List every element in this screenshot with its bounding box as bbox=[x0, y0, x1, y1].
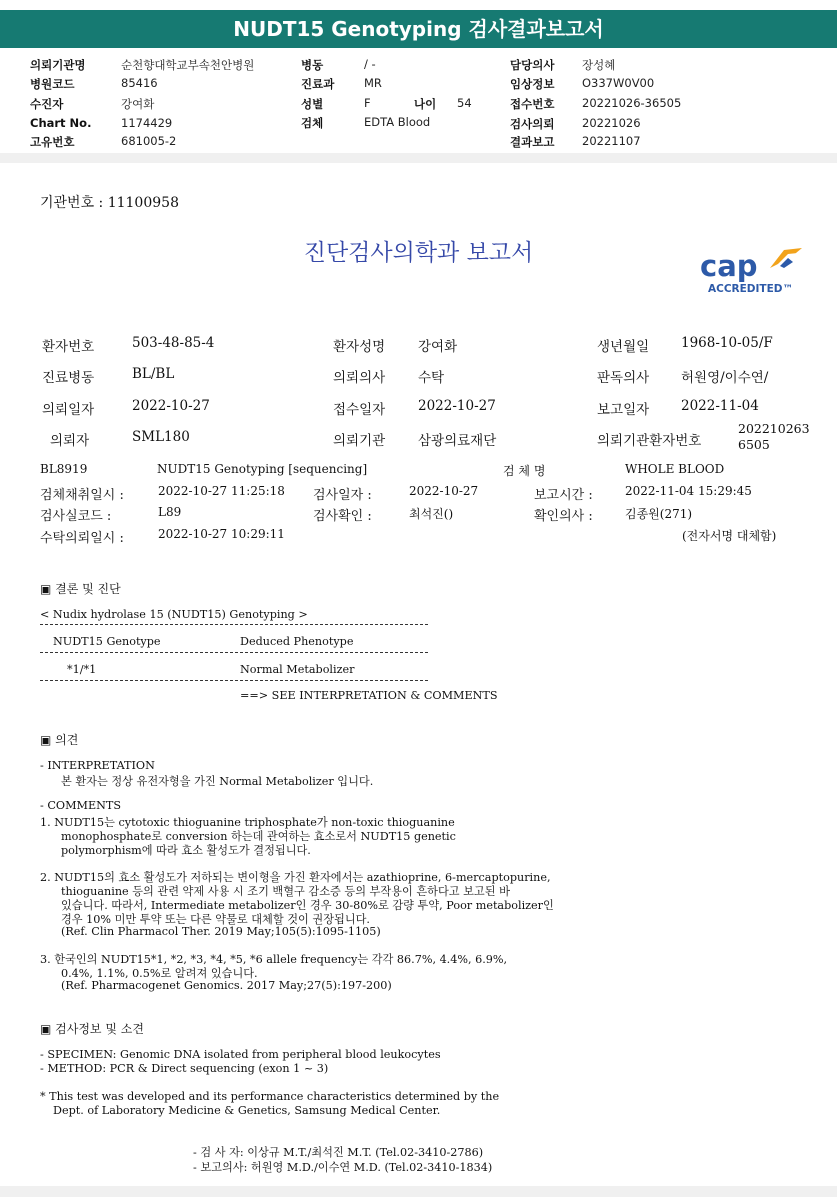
test-name: NUDT15 Genotyping [sequencing] bbox=[157, 462, 368, 476]
header-value: 장성혜 bbox=[582, 58, 616, 72]
institution-number: 기관번호 : 11100958 bbox=[40, 195, 179, 211]
patient-value: 2022-10-27 bbox=[418, 398, 496, 414]
confirmdoc-value: 김종원(271) bbox=[625, 507, 693, 521]
header-value: EDTA Blood bbox=[364, 115, 431, 129]
test-code: BL8919 bbox=[40, 462, 88, 476]
development-note: Dept. of Laboratory Medicine & Genetics, Samsung Medical Center. bbox=[53, 1104, 441, 1117]
collect-value: 2022-10-27 11:25:18 bbox=[158, 484, 285, 498]
page-bottom-strip bbox=[0, 1186, 837, 1197]
header-value: 강여화 bbox=[121, 97, 155, 111]
header-label: 병동 bbox=[301, 58, 324, 72]
patient-label: 접수일자 bbox=[333, 402, 386, 418]
interpretation-label: - INTERPRETATION bbox=[40, 759, 155, 772]
opinion-heading: ▣ 의견 bbox=[40, 733, 79, 747]
phenotype-value: Normal Metabolizer bbox=[240, 663, 355, 676]
header-value: 681005-2 bbox=[121, 134, 177, 148]
see-interpretation: ==> SEE INTERPRETATION & COMMENTS bbox=[240, 689, 498, 702]
header-value: 1174429 bbox=[121, 116, 173, 130]
esign-note: (전자서명 대체함) bbox=[682, 529, 777, 543]
cap-accredited-logo bbox=[698, 244, 810, 296]
cap-logo-subtext: ACCREDITED™ bbox=[708, 283, 793, 295]
patient-value: 2022-11-04 bbox=[681, 398, 759, 414]
header-value: / - bbox=[364, 57, 376, 71]
comment-line: polymorphism에 따라 효소 활성도가 결정됩니다. bbox=[61, 844, 311, 857]
header-label: 의뢰기관명 bbox=[30, 58, 86, 72]
patient-value: 강여화 bbox=[418, 339, 458, 355]
received-label: 수탁의뢰일시 : bbox=[40, 531, 124, 546]
section-divider bbox=[0, 153, 837, 163]
testdate-value: 2022-10-27 bbox=[409, 484, 479, 498]
received-value: 2022-10-27 10:29:11 bbox=[158, 527, 285, 541]
patient-value: SML180 bbox=[132, 429, 190, 445]
header-value: 85416 bbox=[121, 76, 158, 90]
specimen-note: - SPECIMEN: Genomic DNA isolated from peripheral blood leukocytes bbox=[40, 1048, 441, 1061]
patient-label: 의뢰자 bbox=[50, 433, 90, 449]
patient-label: 의뢰기관 bbox=[333, 433, 386, 449]
confirm-value: 최석진() bbox=[409, 507, 454, 521]
header-value: 20221026 bbox=[582, 116, 641, 130]
patient-label: 생년월일 bbox=[597, 339, 650, 355]
patient-label: 의뢰일자 bbox=[42, 402, 95, 418]
reporttime-label: 보고시간 : bbox=[534, 488, 593, 503]
header-value: 20221107 bbox=[582, 134, 641, 148]
collect-label: 검체채취일시 : bbox=[40, 488, 124, 503]
comment-line: 있습니다. 따라서, Intermediate metabolizer인 경우 30-80%로 감량 투약, Poor metabolizer인 bbox=[61, 899, 554, 912]
patient-value: 삼광의료재단 bbox=[418, 433, 497, 449]
comment-line: thioguanine 등의 관련 약제 사용 시 조기 백혈구 감소증 등의 부작용이 흔하다고 보고된 바 bbox=[61, 885, 510, 898]
reporttime-value: 2022-11-04 15:29:45 bbox=[625, 484, 752, 498]
report-title: 진단검사의학과 보고서 bbox=[303, 240, 534, 266]
header-label: 나이 bbox=[414, 97, 437, 111]
development-note: * This test was developed and its performance characteristics determined by the bbox=[40, 1090, 500, 1103]
patient-label: 의뢰기관환자번호 bbox=[597, 433, 702, 449]
comment-line: monophosphate로 conversion 하는데 관여하는 효소로서 NUDT15 genetic bbox=[61, 830, 456, 843]
header-value: F bbox=[364, 96, 371, 110]
comment-line: 1. NUDT15는 cytotoxic thioguanine triphosphate가 non-toxic thioguanine bbox=[40, 816, 455, 829]
patient-value: 수탁 bbox=[418, 370, 445, 386]
comment-line: (Ref. Clin Pharmacol Ther. 2019 May;105(5):1095-1105) bbox=[61, 925, 381, 938]
comment-line: (Ref. Pharmacogenet Genomics. 2017 May;27(5):197-200) bbox=[61, 979, 392, 992]
method-note: - METHOD: PCR & Direct sequencing (exon 1 ~ 3) bbox=[40, 1062, 329, 1075]
comment-line: 0.4%, 1.1%, 0.5%로 알려져 있습니다. bbox=[61, 967, 258, 980]
dashed-divider bbox=[40, 680, 428, 681]
comments-label: - COMMENTS bbox=[40, 799, 122, 812]
patient-label: 환자번호 bbox=[42, 339, 95, 355]
patient-label: 보고일자 bbox=[597, 402, 650, 418]
patient-value: 503-48-85-4 bbox=[132, 335, 215, 351]
comment-line: 경우 10% 미만 투약 또는 다른 약물로 대체할 것이 권장됩니다. bbox=[61, 913, 370, 926]
confirmdoc-label: 확인의사 : bbox=[534, 509, 593, 524]
specimen-label: 검 체 명 bbox=[503, 464, 546, 478]
conclusion-subtitle: < Nudix hydrolase 15 (NUDT15) Genotyping > bbox=[40, 608, 308, 621]
testinfo-heading: ▣ 검사정보 및 소견 bbox=[40, 1022, 144, 1036]
labcode-value: L89 bbox=[158, 505, 182, 519]
report-header-title: NUDT15 Genotyping 검사결과보고서 bbox=[0, 10, 837, 48]
reporter-info: - 보고의사: 허원영 M.D./이수연 M.D. (Tel.02-3410-1834) bbox=[193, 1161, 493, 1174]
patient-value: BL/BL bbox=[132, 366, 175, 382]
labcode-label: 검사실코드 : bbox=[40, 509, 112, 524]
genotype-value: *1/*1 bbox=[67, 663, 97, 676]
header-label: 고유번호 bbox=[30, 135, 75, 149]
specimen-value: WHOLE BLOOD bbox=[625, 462, 725, 476]
confirm-label: 검사확인 : bbox=[313, 509, 372, 524]
header-label: 성별 bbox=[301, 97, 324, 111]
table-header-genotype: NUDT15 Genotype bbox=[53, 635, 161, 648]
patient-label: 환자성명 bbox=[333, 339, 386, 355]
patient-label: 진료병동 bbox=[42, 370, 95, 386]
comment-line: 3. 한국인의 NUDT15*1, *2, *3, *4, *5, *6 allele frequency는 각각 86.7%, 4.4%, 6.9%, bbox=[40, 953, 508, 966]
header-value: MR bbox=[364, 76, 382, 90]
patient-label: 의뢰의사 bbox=[333, 370, 386, 386]
table-header-phenotype: Deduced Phenotype bbox=[240, 635, 354, 648]
header-label: 수진자 bbox=[30, 97, 64, 111]
header-label: 진료과 bbox=[301, 77, 335, 91]
patient-value: 1968-10-05/F bbox=[681, 335, 773, 351]
header-label: 담당의사 bbox=[510, 58, 555, 72]
header-label: 병원코드 bbox=[30, 77, 75, 91]
header-label: 검체 bbox=[301, 116, 324, 130]
header-label: Chart No. bbox=[30, 116, 92, 130]
patient-label: 판독의사 bbox=[597, 370, 650, 386]
header-value: O337W0V00 bbox=[582, 76, 655, 90]
testdate-label: 검사일자 : bbox=[313, 488, 372, 503]
header-value: 순천향대학교부속천안병원 bbox=[121, 58, 255, 72]
header-label: 임상정보 bbox=[510, 77, 555, 91]
patient-value: 2022-10-27 bbox=[132, 398, 210, 414]
dashed-divider bbox=[40, 652, 428, 653]
comment-line: 2. NUDT15의 효소 활성도가 저하되는 변이형을 가진 환자에서는 azathioprine, 6-mercaptopurine, bbox=[40, 871, 551, 884]
header-label: 검사의뢰 bbox=[510, 117, 555, 131]
dashed-divider bbox=[40, 624, 428, 625]
patient-value: 2022102636505 bbox=[738, 421, 810, 452]
patient-value: 허원영/이수연/ bbox=[681, 370, 769, 386]
cap-logo-icon bbox=[698, 244, 810, 296]
interpretation-text: 본 환자는 정상 유전자형을 가진 Normal Metabolizer 입니다. bbox=[61, 775, 374, 788]
cap-logo-text: cap bbox=[700, 249, 758, 283]
header-value: 20221026-36505 bbox=[582, 96, 682, 110]
header-label: 접수번호 bbox=[510, 97, 555, 111]
header-label: 결과보고 bbox=[510, 135, 555, 149]
tester-info: - 검 사 자: 이상규 M.T./최석진 M.T. (Tel.02-3410-2786) bbox=[193, 1146, 484, 1159]
conclusion-heading: ▣ 결론 및 진단 bbox=[40, 582, 121, 596]
header-value: 54 bbox=[457, 96, 472, 110]
